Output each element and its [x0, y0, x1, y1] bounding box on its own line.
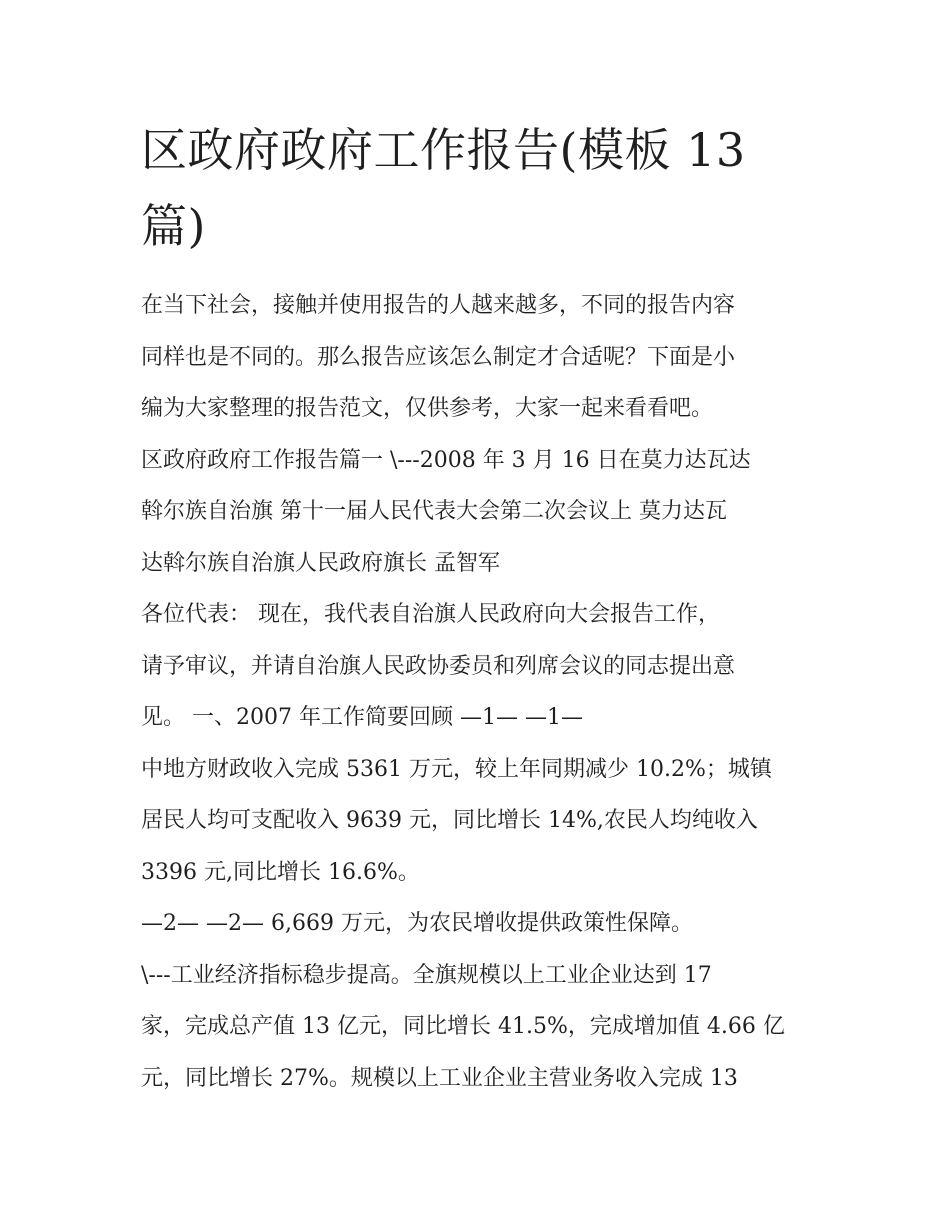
text-line: —2— —2— 6,669 万元，为农民增收提供政策性保障。: [141, 911, 693, 936]
document-page: [141, 112, 813, 1104]
industry-paragraph: [141, 950, 813, 1105]
text-line: 各位代表： 现在，我代表自治旗人民政府向大会报告工作，: [141, 602, 720, 627]
text-line: 家，完成总产值 13 亿元，同比增长 41.5%，完成增加值 4.66 亿: [141, 1014, 785, 1039]
intro-paragraph: [141, 280, 813, 435]
report-heading-paragraph: [141, 435, 813, 590]
address-paragraph: [141, 589, 813, 744]
text-line: 居民人均可支配收入 9639 元，同比增长 14%,农民人均纯收入: [141, 808, 758, 833]
text-line: 见。 一、2007 年工作简要回顾 —1— —1—: [141, 705, 583, 730]
finance-paragraph: [141, 744, 813, 899]
title-line-2: 篇): [141, 199, 206, 253]
text-line: 区政府政府工作报告篇一 \---2008 年 3 月 16 日在莫力达瓦达: [141, 447, 751, 473]
text-line: 同样也是不同的。那么报告应该怎么制定才合适呢？下面是小: [141, 344, 736, 370]
text-line: 元，同比增长 27%。规模以上工业企业主营业务收入完成 13: [141, 1065, 738, 1091]
text-line: 3396 元,同比增长 16.6%。: [141, 859, 420, 885]
text-line: 编为大家整理的报告范文，仅供参考，大家一起来看看吧。: [141, 396, 714, 421]
text-line: 达斡尔族自治旗人民政府旗长 孟智军: [141, 550, 500, 576]
text-line: 中地方财政收入完成 5361 万元，较上年同期减少 10.2%；城镇: [141, 756, 772, 782]
text-line: 在当下社会，接触并使用报告的人越来越多，不同的报告内容: [141, 293, 736, 318]
text-line: \---工业经济指标稳步提高。全旗规模以上工业企业达到 17: [141, 962, 712, 988]
text-line: 请予审议，并请自治旗人民政协委员和列席会议的同志提出意: [141, 653, 736, 679]
text-line: 斡尔族自治旗 第十一届人民代表大会第二次会议上 莫力达瓦: [141, 499, 727, 524]
subsidy-paragraph: [141, 898, 813, 950]
document-title: [141, 112, 813, 264]
title-line-1: 区政府政府工作报告(模板 13: [141, 123, 746, 177]
